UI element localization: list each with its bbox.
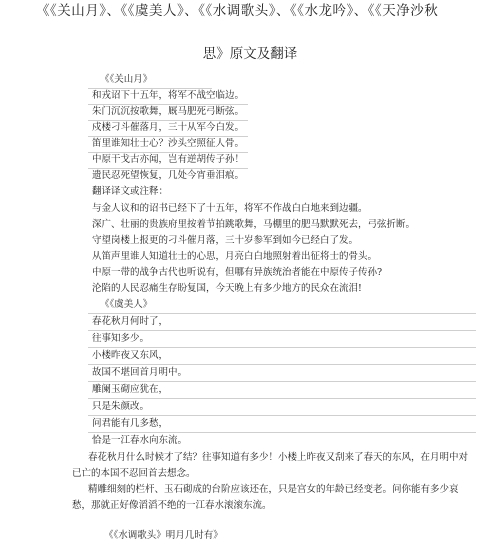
divider: [88, 136, 248, 137]
divider: [88, 152, 248, 153]
translation-line: 沦陷的人民忍痛生存盼复国，今天晚上有多少地方的民众在流泪!: [92, 283, 362, 294]
divider: [88, 347, 476, 348]
poem-line: 恰是一江春水向东流。: [92, 435, 188, 446]
poem-line: 雕阑玉砌应犹在，: [92, 384, 169, 395]
translation-line: 从笛声里谁人知道壮士的心思，月亮白白地照射着出征将士的骨头。: [92, 251, 378, 262]
section-title-guanshanyue: 《《关山月》: [100, 74, 153, 85]
poem-line: 戍楼刁斗催落月，三十从军今白发。: [92, 122, 245, 133]
poem-line: 问君能有几多愁，: [92, 418, 169, 429]
translation-line: 春花秋月什么时候才了结？往事知道有多少！小楼上昨夜又刮来了春天的东风，在月明中对: [88, 452, 469, 463]
translation-label: 翻译译文或注释：: [92, 186, 169, 197]
divider: [88, 364, 476, 365]
translation-line: 愁，那就正好像滔滔不绝的一江春水滚滚东流。: [72, 500, 272, 511]
divider: [88, 88, 212, 89]
document-title-line-1: 《《关山月》、《《虞美人》、《《水调歌头》、《《水龙吟》、《《天净沙秋: [36, 3, 439, 19]
divider: [88, 432, 476, 433]
divider: [88, 398, 476, 399]
translation-line: 深广、壮丽的贵族府里按着节拍跳歌舞，马棚里的肥马默默死去，弓弦折断。: [92, 219, 416, 230]
divider: [88, 168, 248, 169]
translation-line: 精雕细刻的栏杆、玉石砌成的台阶应该还在，只是宫女的年龄已经变老。问你能有多少哀: [88, 484, 459, 495]
section-title-shuidiaogetou: 《《水调歌头》明月几时有》: [104, 530, 223, 541]
translation-line: 与金人议和的诏书已经下了十五年，将军不作战白白地来到边疆。: [92, 203, 368, 214]
document-title: [36, 2, 476, 21]
poem-line: 中原干戈古亦闻，岂有逆胡传子孙！: [92, 154, 245, 165]
poem-line: 笛里谁知壮士心？沙头空照征人骨。: [92, 138, 245, 149]
poem-line: 小楼昨夜又东风，: [92, 350, 169, 361]
poem-line: 朱门沉沉按歌舞，厩马肥死弓断弦。: [92, 106, 245, 117]
section-title-yumeiren: 《《虞美人》: [100, 299, 153, 310]
poem-line: 和戎诏下十五年，将军不战空临边。: [92, 90, 245, 101]
divider: [88, 313, 476, 314]
divider: [88, 104, 248, 105]
poem-line: 故国不堪回首月明中。: [92, 367, 188, 378]
translation-line: 已亡的本国不忍回首去想念。: [72, 468, 196, 479]
poem-line: 遗民忍死望恢复，几处今宵垂泪痕。: [92, 170, 245, 181]
divider: [88, 120, 248, 121]
divider: [88, 415, 476, 416]
poem-line: 只是朱颜改。: [92, 401, 150, 412]
divider: [88, 381, 476, 382]
divider: [88, 330, 476, 331]
document-title-line-2: 思》原文及翻译: [202, 46, 298, 62]
poem-line: 春花秋月何时了，: [92, 316, 169, 327]
translation-line: 守望岗楼上报更的刁斗催月落，三十岁参军到如今已经白了发。: [92, 235, 359, 246]
translation-line: 中原一带的战争古代也听说有，但哪有异族统治者能在中原传子传孙?: [92, 267, 383, 278]
poem-line: 往事知多少。: [92, 333, 150, 344]
